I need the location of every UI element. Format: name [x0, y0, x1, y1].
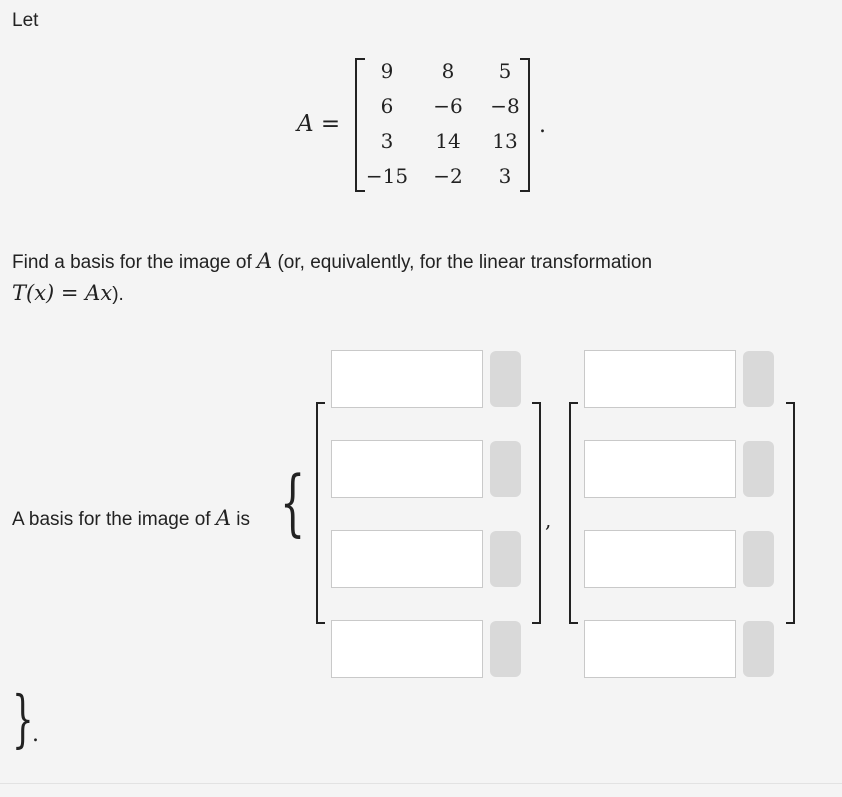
- vector-2-left-bracket: [569, 402, 578, 624]
- vector-2-right-bracket: [786, 402, 795, 624]
- matrix-cell: −6: [433, 94, 463, 118]
- matrix-cell: 13: [492, 129, 518, 153]
- problem-math-1: A: [257, 249, 273, 273]
- problem-statement: [12, 246, 802, 310]
- bottom-divider: [0, 783, 842, 784]
- vector-2-entry-4-input[interactable]: [584, 620, 736, 678]
- set-open-brace: {: [280, 460, 306, 544]
- problem-text-2: (or, equivalently, for the linear transformation: [272, 252, 653, 273]
- vector-1-right-bracket: [532, 402, 541, 624]
- matrix-cell: −8: [490, 94, 520, 118]
- matrix-cell: 3: [498, 164, 512, 188]
- vector-1-entry-2-status-button[interactable]: [490, 441, 521, 497]
- matrix-label: [297, 111, 340, 137]
- vector-1-entry-3-input[interactable]: [331, 530, 483, 588]
- vector-2-entry-1-input[interactable]: [584, 350, 736, 408]
- matrix-cell: 8: [441, 59, 455, 83]
- matrix-cell: 5: [498, 59, 512, 83]
- set-close-brace: }: [12, 682, 34, 755]
- problem-text-3: ).: [112, 284, 124, 305]
- vector-1-entry-1-status-button[interactable]: [490, 351, 521, 407]
- vector-1-entry-1-input[interactable]: [331, 350, 483, 408]
- basis-label-math: A: [215, 506, 232, 530]
- vector-2-entry-1-status-button[interactable]: [743, 351, 774, 407]
- vector-1-entry-2-input[interactable]: [331, 440, 483, 498]
- problem-text-1: Find a basis for the image of: [12, 252, 258, 273]
- vector-1-entry-4-status-button[interactable]: [490, 621, 521, 677]
- vector-2-entry-3-input[interactable]: [584, 530, 736, 588]
- matrix-cell: 6: [380, 94, 394, 118]
- vector-2-entry-2-input[interactable]: [584, 440, 736, 498]
- vector-2-entry-4-status-button[interactable]: [743, 621, 774, 677]
- matrix-name: A =: [297, 111, 341, 137]
- matrix-cell: 9: [380, 59, 394, 83]
- vector-1-left-bracket: [316, 402, 325, 624]
- basis-label-post: is: [231, 509, 251, 530]
- problem-math-2: T(x) = Ax: [12, 281, 113, 305]
- matrix-cell: −2: [433, 164, 463, 188]
- vector-2-entry-3-status-button[interactable]: [743, 531, 774, 587]
- basis-label: [12, 506, 250, 531]
- basis-label-pre: A basis for the image of: [12, 509, 216, 530]
- matrix-cell: −15: [365, 164, 409, 188]
- matrix-period: .: [539, 113, 546, 138]
- matrix-cell: 14: [435, 129, 461, 153]
- vector-separator: ,: [545, 508, 552, 532]
- vector-1-entry-4-input[interactable]: [331, 620, 483, 678]
- matrix-cell: 3: [380, 129, 394, 153]
- set-period: .: [32, 722, 39, 747]
- vector-1-entry-3-status-button[interactable]: [490, 531, 521, 587]
- vector-2-entry-2-status-button[interactable]: [743, 441, 774, 497]
- intro-text: Let: [12, 10, 39, 31]
